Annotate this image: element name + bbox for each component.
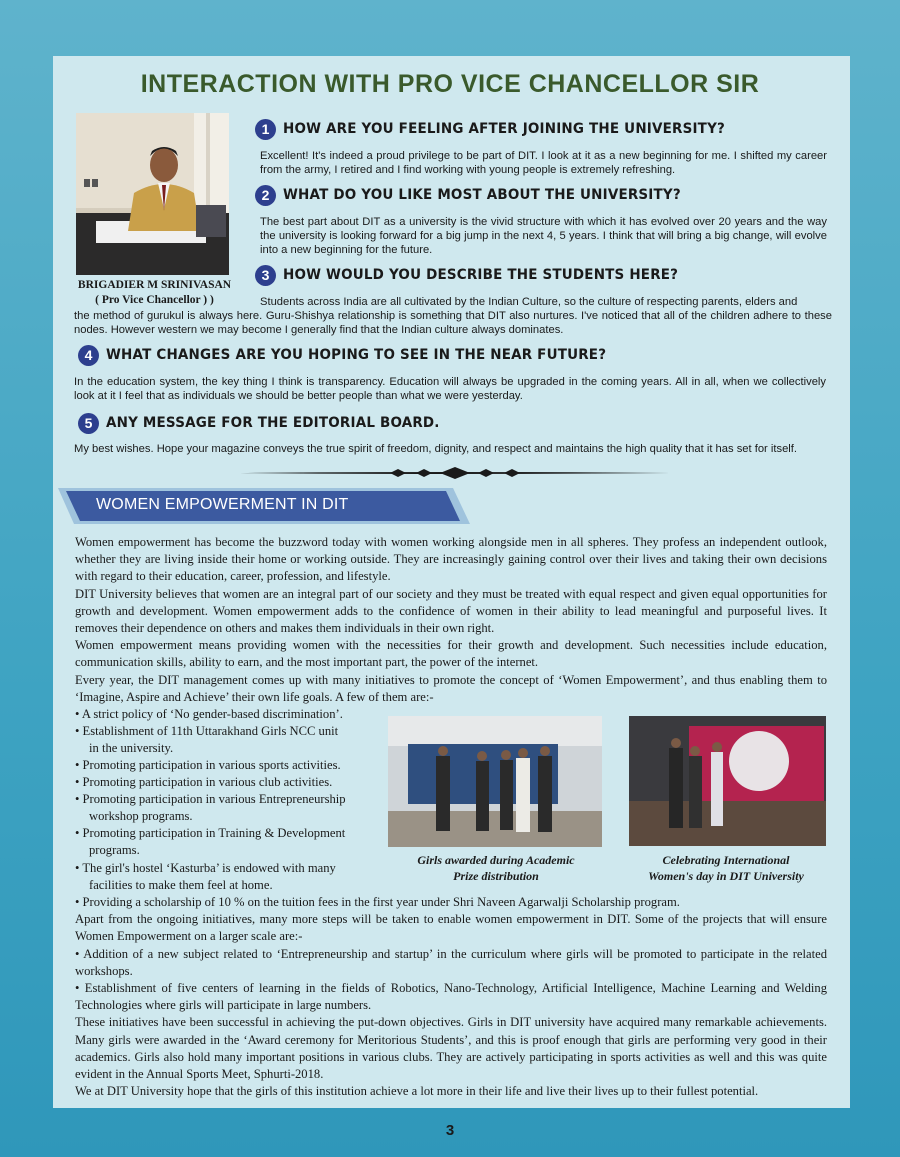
paragraph: Women empowerment has become the buzzword today with women working alongside men in all spheres. They profess an independent outlook, whether they are living inside their home or working outside. They are increasingly gaining control over their lives and taking their own decisions with regard to their education, career, profession, and lifestyle. xyxy=(75,535,827,584)
bullet-item: • Promoting participation in various Entrepreneurship xyxy=(75,792,346,806)
question-number-badge: 3 xyxy=(255,265,276,286)
section-outro xyxy=(75,894,827,1100)
portrait-illustration xyxy=(76,113,229,275)
paragraph: These initiatives have been successful in achieving the put-down objectives. Girls in DIT university have acquired many remarkable achievements. Many girls were awarded in the ‘Award ceremony for Meritorious Students’, and this is proof enough that girls are performing very good in their academics. Girls also hold many important positions in various clubs. They are actively participating in sports activities as well and this was quite evident in the Annual Sports Meet, Sphurti-2018. xyxy=(75,1015,827,1082)
answer-text: the method of gurukul is always here. Guru-Shishya relationship is something that DIT also nurtures. I've noticed that all of the children adhere to these nodes. However western we may become I generally find that the Indian culture always dominates. xyxy=(74,310,832,336)
question-title: ANY MESSAGE FOR THE EDITORIAL BOARD. xyxy=(106,415,440,431)
bullet-item: • The girl's hostel ‘Kasturba’ is endowed with many xyxy=(75,861,336,875)
question-title: HOW WOULD YOU DESCRIBE THE STUDENTS HERE? xyxy=(283,267,679,283)
paragraph: We at DIT University hope that the girls of this institution achieve a lot more in their life and live their lives up to their fullest potential. xyxy=(75,1084,759,1099)
womens-day-photo xyxy=(629,716,826,846)
paragraph: Apart from the ongoing initiatives, many more steps will be taken to enable women empowerment in DIT. Some of the projects that will ensure Women Empowerment on a larger scale are:- xyxy=(75,912,827,944)
portrait-photo xyxy=(76,113,229,275)
page-number: 3 xyxy=(445,1122,455,1139)
answer-text: In the education system, the key thing I think is transparency. Education will always be upgraded in the coming years. All in all, when we collectively look at it I feel that as individuals we should be better people than what we were yesterday. xyxy=(74,376,826,402)
bullet-item: • Promoting participation in various sports activities. xyxy=(75,758,341,772)
question-title: HOW ARE YOU FEELING AFTER JOINING THE UNIVERSITY? xyxy=(283,121,726,137)
answer-text: Students across India are all cultivated by the Indian Culture, so the culture of respecting parents, elders and xyxy=(260,296,798,308)
question-number-badge: 2 xyxy=(255,185,276,206)
answer-text: The best part about DIT as a university is the vivid structure with which it has evolved over 20 years and the way the university is looking forward for a big jump in the next 4, 5 years. I think that will bring a big change, will evolve into a new beginning for the future. xyxy=(260,216,827,256)
figure-caption: Girls awarded during Academic Prize distribution xyxy=(417,853,575,883)
section-intro xyxy=(75,534,827,706)
section-title: WOMEN EMPOWERMENT IN DIT xyxy=(96,496,349,513)
bullet-item: • Promoting participation in Training & Development xyxy=(75,826,346,840)
paragraph: Women empowerment means providing women with the necessities for their growth and development. Such necessities include education, communication skills, ability to earn, and the most important part, the power of the internet. xyxy=(75,638,827,670)
question-number-badge: 1 xyxy=(255,119,276,140)
bullet-item: • Establishment of 11th Uttarakhand Girls NCC unit xyxy=(75,724,339,738)
page-title: INTERACTION WITH PRO VICE CHANCELLOR SIR xyxy=(140,70,760,98)
question-title: WHAT DO YOU LIKE MOST ABOUT THE UNIVERSITY? xyxy=(283,187,681,203)
bullet-item: • Addition of a new subject related to ‘Entrepreneurship and startup’ in the curriculum where girls will be promoted to participate in the related workshops. xyxy=(75,946,827,978)
bullet-item-continuation: facilities to make them feel at home. xyxy=(89,878,273,892)
bullet-item-continuation: programs. xyxy=(89,843,140,857)
question-number-badge: 5 xyxy=(78,413,99,434)
bullet-item: • Establishment of five centers of learning in the fields of Robotics, Nano-Technology, Artificial Intelligence, Machine Learning and Welding Technologies where girls will participate in large numbers. xyxy=(75,981,827,1013)
answer-text: My best wishes. Hope your magazine conveys the true spirit of freedom, dignity, and respect and maintains the high quality that it has set for itself. xyxy=(74,443,797,455)
award-ceremony-photo xyxy=(388,716,602,847)
answer-text: Excellent! It's indeed a proud privilege to be part of DIT. I look at it as a new beginning for me. I shifted my career from the army, I retired and I find working with young people is extremely refreshing. xyxy=(260,150,827,176)
question-title: WHAT CHANGES ARE YOU HOPING TO SEE IN THE NEAR FUTURE? xyxy=(106,347,607,363)
ornament-divider xyxy=(240,466,670,480)
bullet-item-continuation: workshop programs. xyxy=(89,809,193,823)
bullet-item: • Providing a scholarship of 10 % on the tuition fees in the first year under Shri Naveen Agarwalji Scholarship program. xyxy=(75,895,680,909)
bullet-item-continuation: in the university. xyxy=(89,741,174,755)
paragraph: DIT University believes that women are an integral part of our society and they must be treated with equal respect and given equal opportunities for growth and development. Women empowerment adds to the confidence of women in their ability to lead meaningful and purposeful lives. It removes their dependence on others and makes them individuals in their own right. xyxy=(75,586,827,636)
profile-role: ( Pro Vice Chancellor ) ) xyxy=(95,294,214,306)
bullet-item: • Promoting participation in various club activities. xyxy=(75,775,333,789)
figure-caption: Celebrating International Women's day in DIT University xyxy=(648,853,804,883)
paragraph: Every year, the DIT management comes up with many initiatives to promote the concept of ‘Women Empowerment’, and thus enabling them to ‘Imagine, Aspire and Achieve’ their own life goals. A few of them are:- xyxy=(75,672,827,704)
profile-name: BRIGADIER M SRINIVASAN xyxy=(77,279,232,291)
question-number-badge: 4 xyxy=(78,345,99,366)
bullet-item: • A strict policy of ‘No gender-based discrimination’. xyxy=(75,707,343,721)
